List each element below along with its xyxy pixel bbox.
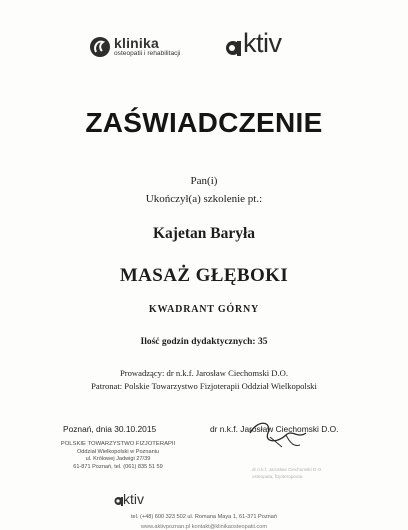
klinika-logo (89, 36, 180, 58)
stamp-line: osteopata, fizjoterapeuta (252, 474, 303, 479)
signer-stamp (252, 466, 362, 480)
aktiv-logo (224, 30, 282, 57)
recipient-name: Kajetan Baryła (152, 225, 256, 242)
course-title: MASAŻ GŁĘBOKI (119, 265, 289, 286)
aktiv-a-icon (114, 494, 123, 506)
klinika-swirl-icon (89, 36, 111, 58)
signer-name: dr n.k.f. Jarosław Ciechomski D.O. (210, 424, 339, 434)
instructor-line: Prowadzący: dr n.k.f. Jarosław Ciechomski D.O. (119, 368, 289, 378)
stamp-line: 61-871 Poznań, tel. (061) 835 51 59 (73, 463, 163, 470)
klinika-word: klinika (114, 35, 159, 52)
place-and-date: Poznań, dnia 30.10.2015 (63, 424, 157, 434)
stamp-line: dr n.k.f. Jarosław Ciechomski D.O. (252, 467, 323, 472)
patronage-line: Patronat: Polskie Towarzystwo Fizjoterapii Oddział Wielkopolski (91, 381, 317, 391)
stamp-line: Oddział Wielkopolski w Poznaniu (76, 448, 160, 455)
footer-aktiv-logo (114, 492, 144, 506)
recipient-salutation: Pan(i) (190, 175, 218, 187)
handwritten-signature (220, 413, 330, 453)
course-subtitle: KWADRANT GÓRNY (148, 304, 260, 315)
footer-contact: tel. (+48) 600 323 502 ul. Romana Maya 1, 61-371 Poznań (130, 514, 277, 520)
teaching-hours: Ilość godzin dydaktycznych: 35 (140, 337, 268, 347)
klinika-subtitle: osteopatii i rehabilitacji (114, 50, 181, 58)
footer-web: www.aktivpoznan.pl kontakt@klinikaosteopatii.com (140, 524, 267, 530)
document-title: ZAŚWIADCZENIE (85, 107, 323, 138)
aktiv-a-icon (224, 35, 242, 57)
stamp-line: POLSKIE TOWARZYSTWO FIZJOTERAPII (60, 441, 176, 447)
stamp-line: ul. Królowej Jadwigi 27/39 (85, 456, 151, 463)
ptf-stamp (58, 441, 178, 471)
completion-statement: Ukończył(a) szkolenie pt.: (145, 193, 263, 205)
aktiv-word: ktiv (243, 28, 282, 58)
footer-aktiv-word: ktiv (123, 491, 144, 507)
